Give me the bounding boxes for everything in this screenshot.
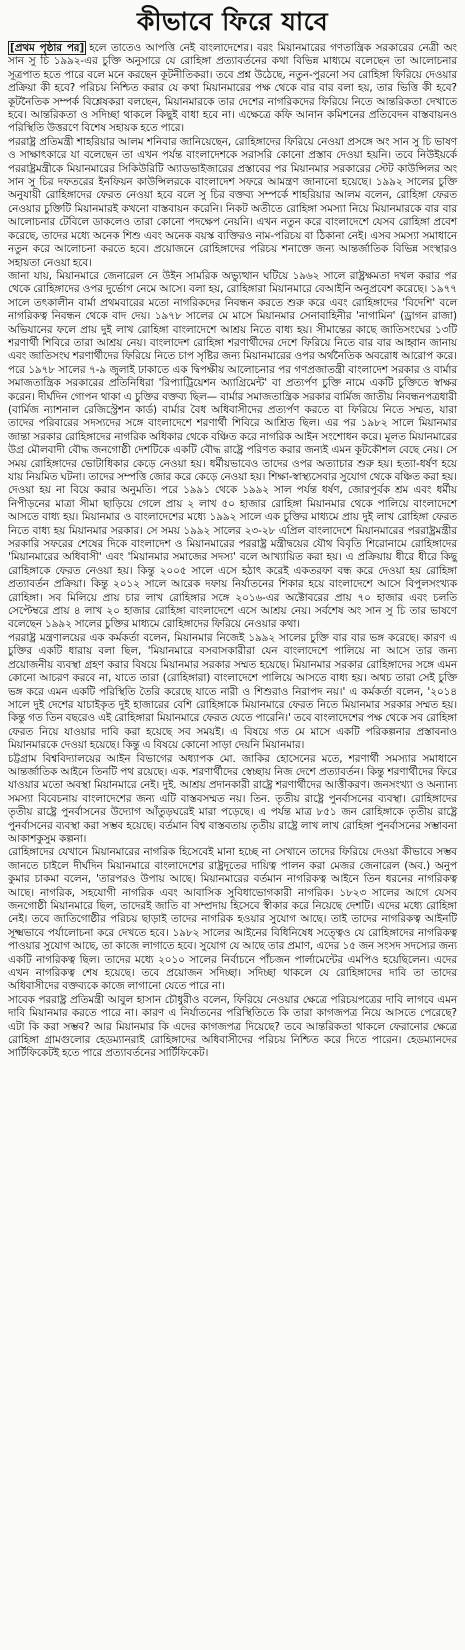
- paragraph-text: হলে তাতেও আপত্তি নেই বাংলাদেশের। বরং মিয়ানমারের গণতান্ত্রিক সরকারের নেত্রী অং সান সু চি ১৯৯২-এর চুক্তি অনুসারে যে রোহিঙ্গা প্রত্যাবর্তনের কথা বিভিন্ন মাধ্যমে বলেছেন তা আলোচনার সূত্রপাত হতে পারে বলে মনে করছেন কূটনীতিকরা। তবে প্রশ্ন উঠেছে, নতুন-পুরনো সব রোহিঙ্গা ফিরিয়ে দেওয়ার প্রক্রিয়া কী হবে? পরিচয় নিশ্চিত করার যে কথা মিয়ানমারের পক্ষ থেকে বার বার বলা হয়, তার ভিত্তি কী হবে? কূটনৈতিক সম্পর্ক বিশ্লেষকরা বলছেন, মিয়ানমারকে তার দেশের নাগরিকদের ফিরিয়ে নিতে আন্তরিকতা দেখাতে হবে। আন্তরিকতা ও সদিচ্ছা থাকলে কিছুই বাধা হবে না। এক্ষেত্রে কফি আনান কমিশনের প্রতিবেদন বাস্তবায়নও পরিস্থিতি উত্তরণে বিশেষ সহায়ক হতে পারে।: [8, 42, 457, 135]
- article-paragraph: পররাষ্ট্র মন্ত্রণালয়ের এক কর্মকর্তা বলেন, মিয়ানমার নিজেই ১৯৯২ সালের চুক্তি বার বার ভঙ্গ করেছে। কারণ এ চুক্তির একটি ধারায় বলা ছিল, 'মিয়ানমারে বসবাসকারীরা যেন বাংলাদেশে পালিয়ে না আসে তার জন্য প্রয়োজনীয় ব্যবস্থা গ্রহণ করার বিষয়ে মিয়ানমার সরকার সম্মত হয়েছে। মিয়ানমার সরকার রোহিঙ্গাদের সঙ্গে এমন কোনো আচরণ করবে না, যাতে তারা (রোহিঙ্গারা) বাংলাদেশে পালিয়ে আসতে বাধ্য হয়। অথচ তারা সেই চুক্তি ভঙ্গ করে এমন একটি পরিস্থিতি তৈরি করেছে যাতে নারী ও শিশুরাও নিরাপদ নয়।' এ কর্মকর্তা বলেন, '২০১৪ সালে দুই দেশের যাচাইকৃত দুই হাজারের বেশি রোহিঙ্গাকে মিয়ানমারে ফেরত নিতে মিয়ানমার সরকার সম্মত হয়। কিন্তু গত তিন বছরেও এই রোহিঙ্গারা মিয়ানমারে ফেরত যেতে পারেনি।' তবে বাংলাদেশের পক্ষ থেকে সব রোহিঙ্গা ফেরত নিয়ে যাওয়ার দাবি করা হয়েছে সব সময়ই। এ বিষয়ে গত মে মাসে একটি পরিকল্পনার প্রস্তাবনাও মিয়ানমারকে দেওয়া হয়েছে। কিন্তু এ বিষয়ে কোনো সাড়া দেয়নি মিয়ানমার।: [8, 631, 457, 752]
- article-paragraph: [8, 42, 457, 136]
- article-paragraph: পররাষ্ট্র প্রতিমন্ত্রী শাহরিয়ার আলম শনিবার জানিয়েছেন, রোহিঙ্গাদের ফিরিয়ে নেওয়া প্রসঙ্গে অং সান সু চি ভাষণ ও সাক্ষাৎকারে যা বলেছেন তা এখন পর্যন্ত বাংলাদেশকে সরাসরি কোনো প্রস্তাব দেওয়া হয়নি। তবে নিউইয়র্কে পররাষ্ট্রমন্ত্রীকে মিয়ানমারের সিকিউরিটি অ্যাডভাইজারের প্রস্তাবের পর মিয়ানমার সরকারের স্টেট কাউন্সিলর অং সান সু চির দফতরের ইনফিয়ন কাউন্সিলরকে বাংলাদেশ সফরে আমন্ত্রণ জানানো হয়েছে। ১৯৯২ সালের চুক্তি অনুযায়ী রোহিঙ্গাদের ফেরত নেওয়া হবে বলে সু চির বক্তব্য সম্পর্কে শাহরিয়ার আলম বলেন, রোহিঙ্গা ফেরত নেওয়ার চুক্তিটি মিয়ানমারই কখনো বাস্তবায়ন করেনি। নিকট অতীতে রোহিঙ্গা সমস্যা নিয়ে মিয়ানমারকে বার বার আলোচনার টেবিলে ডাকলেও তারা কোনো পদক্ষেপ নেয়নি। এখন নতুন করে বাংলাদেশে যেসব রোহিঙ্গা প্রবেশ করেছে, তাদের মধ্যে অনেক শিশু এবং অনেক বয়স্ক ব্যক্তিরও নাম-পরিচয় বা ঠিকানা নেই। এসব সমস্যা সমাধানে নতুন করে আলোচনা করতে হবে। প্রয়োজনে রোহিঙ্গাদের পরিচয় শনাক্তে জন্য আন্তর্জাতিক বিভিন্ন সংস্থারও সহায়তা নেওয়া হবে।: [8, 135, 457, 269]
- continuation-label: [প্রথম পৃষ্ঠার পর]: [10, 42, 85, 54]
- article-paragraph: চট্টগ্রাম বিশ্ববিদ্যালয়ের আইন বিভাগের অধ্যাপক মো. জাকির হোসেনের মতে, শরণার্থী সমস্যার সমাধানে আন্তর্জাতিক আইনে তিনটি পথ রয়েছে। এক. শরণার্থীদের স্বেচ্ছায় নিজ দেশে প্রত্যাবর্তন। কিন্তু শরণার্থীদের ফিরে যাওয়ার মতো অবস্থা মিয়ানমারে নেই। দুই. আশ্রয় প্রদানকারী রাষ্ট্রে শরণার্থীদের আত্তীকরণ। জনসংখ্যা ও অন্যান্য সমস্যা বিবেচনায় বাংলাদেশের জন্য এটি বাস্তবসম্মত নয়। তিন. তৃতীয় রাষ্ট্রে পুনর্বাসনের ব্যবস্থা। রোহিঙ্গাদের তৃতীয় রাষ্ট্রে পুনর্বাসনের উদ্যোগ আঁতুড়ঘরেই মারা পড়েছে। এ পর্যন্ত মাত্র ৮৫১ জন রোহিঙ্গাকে তৃতীয় রাষ্ট্রে পুনর্বাসনের ব্যবস্থা করা সম্ভব হয়েছে। বর্তমান বিশ্ব বাস্তবতায় তৃতীয় রাষ্ট্রে লাখ লাখ রোহিঙ্গা পুনর্বাসনের সম্ভাবনা আকাশকুসুম কল্পনা।: [8, 752, 457, 845]
- article-paragraph: জানা যায়, মিয়ানমারে জেনারেল নে উইন সামরিক অভ্যুত্থান ঘটিয়ে ১৯৬২ সালে রাষ্ট্রক্ষমতা দখল করার পর থেকে রোহিঙ্গাদের ওপর দুর্ভোগ নেমে আসে। বলা হয়, রোহিঙ্গারা মিয়ানমারে বেআইনি অনুপ্রবেশ করেছে। ১৯৭৭ সালে তৎকালীন বার্মা প্রথমবারের মতো নাগরিকদের নিবন্ধন করতে শুরু করে এবং রোহিঙ্গাদের 'বিদেশি' বলে নাগরিকত্ব নিবন্ধন থেকে বাদ দেয়। ১৯৭৮ সালের মে মাসে মিয়ানমার সেনাবাহিনীর 'নাগামিন' (ড্রাগন রাজা) অভিযানের ফলে প্রায় দুই লাখ রোহিঙ্গা বাংলাদেশে আশ্রয় নিতে বাধ্য হয়। সীমান্তের কাছে জাতিসংঘের ১৩টি শরণার্থী শিবিরে তারা আশ্রয় নেয়। বাংলাদেশ রোহিঙ্গা শরণার্থীদের দেশে ফিরিয়ে নিতে বার বার আহ্বান জানায় এবং জাতিসংঘ শরণার্থীদের ফিরিয়ে নিতে চাপ সৃষ্টির জন্য মিয়ানমারের ওপর অর্থনৈতিক অবরোধ আরোপ করে। পরে ১৯৭৮ সালের ৭-৯ জুলাই ঢাকাতে এক দ্বিপক্ষীয় আলোচনার পর গণপ্রজাতন্ত্রী বাংলাদেশ সরকার ও বার্মার সমাজতান্ত্রিক সরকারের প্রতিনিধিরা 'রিপ্যাট্রিয়েশন অ্যাগ্রিমেন্ট' বা প্রত্যর্পণ চুক্তি নামে একটি চুক্তিতে স্বাক্ষর করেন। দীর্ঘদিন গোপন থাকা এ চুক্তির বক্তব্য ছিল— বার্মার সমাজতান্ত্রিক সরকার বার্মিজ জাতীয় নিবন্ধনপত্রধারী (বার্মিজ ন্যাশনাল রেজিস্ট্রেশন কার্ড) বার্মার বৈধ অধিবাসীদের প্রত্যর্পণ করতে বা ফিরিয়ে নিতে সম্মত, যারা তাদের পরিবারের সদস্যদের সঙ্গে বাংলাদেশে শরণার্থী শিবিরে আশ্রিত ছিল। এর পর ১৯৮২ সালে মিয়ানমার জান্তা সরকার রোহিঙ্গাদের নাগরিক অধিকার থেকে বঞ্চিত করে নাগরিক আইন সংশোধন করে। মূলত মিয়ানমারের উগ্র মৌলবাদী বৌদ্ধ জনগোষ্ঠী দেশটিকে একটি বৌদ্ধ রাষ্ট্রে পরিণত করার জন্যই এমন কূটকৌশল বেছে নেয়। সে সময় রোহিঙ্গাদের ভোটাধিকার কেড়ে নেওয়া হয়। ধর্মীয়ভাবেও তাদের ওপর অত্যাচার শুরু হয়। হত্যা-ধর্ষণ হয়ে যায় নিয়মিত ঘটনা। তাদের সম্পত্তি জোর করে কেড়ে নেওয়া হয়। শিক্ষা-স্বাস্থ্যসেবার সুযোগ থেকে বঞ্চিত করা হয়। দেওয়া হয় না বিয়ে করার অনুমতি। পরে ১৯৯১ থেকে ১৯৯২ সাল পর্যন্ত ধর্ষণ, জোরপূর্বক শ্রম এবং ধর্মীয় নিপীড়নের মাত্রা সীমা ছাড়িয়ে গেলে প্রায় ২ লাখ ৫০ হাজার রোহিঙ্গা মিয়ানমার থেকে পালিয়ে বাংলাদেশে আসতে বাধ্য হয়। মিয়ানমার ও বাংলাদেশের মধ্যে ১৯৯২ সালে এক চুক্তির মাধ্যমে প্রায় দুই লাখ রোহিঙ্গা ফেরত নিতে বাধ্য হয় মিয়ানমার সরকার। সে সময় ১৯৯২ সালের ২৩-২৮ এপ্রিল বাংলাদেশে মিয়ানমারের পররাষ্ট্রমন্ত্রীর সরকারি সফরের শেষের দিকে বাংলাদেশ ও মিয়ানমারের পররাষ্ট্র মন্ত্রীদ্বয়ের যৌথ বিবৃতি শিরোনামে রোহিঙ্গাদের 'মিয়ানমারের অধিবাসী' এবং 'মিয়ানমার সমাজের সদস্য' বলে আখ্যায়িত করা হয়। এ প্রক্রিয়ায় ধীরে ধীরে কিছু রোহিঙ্গাকে ফেরত নেওয়া হয়। কিন্তু ২০০৫ সালে এসে হঠাৎ করেই একতরফা বন্ধ করে দেওয়া হয় রোহিঙ্গা প্রত্যাবর্তন প্রক্রিয়া। কিন্তু ২০১২ সালে আরেক দফায় নির্যাতনের শিকার হয়ে বাংলাদেশে আসে বিপুলসংখ্যক রোহিঙ্গা। সব মিলিয়ে প্রায় চার লাখ রোহিঙ্গার সঙ্গে ২০১৬-এর অক্টোবরের প্রায় ৭০ হাজার এবং চলতি সেপ্টেম্বরে প্রায় ৪ লাখ ২০ হাজার রোহিঙ্গা বাংলাদেশে এসে আশ্রয় নেয়। সর্বশেষ অং সান সু চি তার ভাষণে বলেছেন ১৯৯২ সালের চুক্তির মাধ্যমে রোহিঙ্গাদের ফিরিয়ে নেওয়ার কথা।: [8, 269, 457, 631]
- article-body: [8, 42, 457, 1061]
- article-paragraph: সাবেক পররাষ্ট্র প্রতিমন্ত্রী আবুল হাসান চৌধুরীও বলেন, ফিরিয়ে নেওয়ার ক্ষেত্রে পরিচয়পত্রের দাবি লাগবে এমন দাবি মিয়ানমার করতে পারে না। কারণ এ নির্যাতনের পরিস্থিতিতে কি তারা কাগজপত্র নিয়ে আসতে পেরেছে? এটা কি করা সম্ভব? আর মিয়ানমার কি এদের কাগজপত্র দিয়েছে? তবে আন্তরিকতা থাকলে ফেরানোর ক্ষেত্রে রোহিঙ্গা গ্রামগুলোর হেডম্যানরাই রোহিঙ্গাদের অধিবাসীদের পরিচয় নিশ্চিত করে দিতে পারেন। হেডম্যানদের সার্টিফিকেটই হতে পারে প্রত্যাবর্তনের সার্টিফিকেট।: [8, 993, 457, 1060]
- article-paragraph: রোহিঙ্গাদের যেখানে মিয়ানমারের নাগরিক হিসেবেই মানা হচ্ছে না সেখানে তাদের ফিরিয়ে দেওয়া কীভাবে সম্ভব জানতে চাইলে দীর্ঘদিন মিয়ানমারে বাংলাদেশের রাষ্ট্রদূতের দায়িত্ব পালন করা মেজর জেনারেল (অব.) অনুপ কুমার চাকমা বলেন, 'তারপরও উপায় আছে। মিয়ানমারের বর্তমান নাগরিকত্ব আইনে তিন ধরনের নাগরিকত্ব আছে। নাগরিক, সহযোগী নাগরিক এবং আবাসিক সুবিধাভোগকারী নাগরিক। ১৮২৩ সালের আগে যেসব জনগোষ্ঠী মিয়ানমারে ছিল, তাদেরই জাতি বা সম্প্রদায় হিসেবে স্বীকার করে নিয়েছে দেশটি। এদের মধ্যে রোহিঙ্গা নেই। তবে জাতিগোষ্ঠীর পরিচয় ছাড়াই তাদের নাগরিক হওয়ার সুযোগ আছে। তাই তাদের নাগরিকত্ব আইনটি সূক্ষ্মভাবে পর্যালোচনা করে দেখতে হবে। ১৯৮২ সালের আইনের বিধিনিষেধ সত্ত্বেও যে রোহিঙ্গাদের নাগরিকত্ব পাওয়ার সুযোগ আছে, তা কাজে লাগাতে হবে। সুযোগ যে আছে তার প্রমাণ, এদের ১৫ জন সংসদ সদস্যের জন্য একটি নাগরিকত্ব ছিল। তাদের মধ্যে ২০১০ সালের নির্বাচনে পাঁচজন পার্লামেন্টের এমপিও হয়েছিলেন। এদের এখন নাগরিকত্ব শেষ হয়েছে। তবে প্রয়োজন সদিচ্ছা। সদিচ্ছা থাকলে যে রোহিঙ্গাদের দাবি তা তাদের অধিবাসীদের বক্তব্যকে কাজে লাগানো যেতে পারে না।: [8, 846, 457, 993]
- article-headline: কীভাবে ফিরে যাবে: [136, 7, 329, 36]
